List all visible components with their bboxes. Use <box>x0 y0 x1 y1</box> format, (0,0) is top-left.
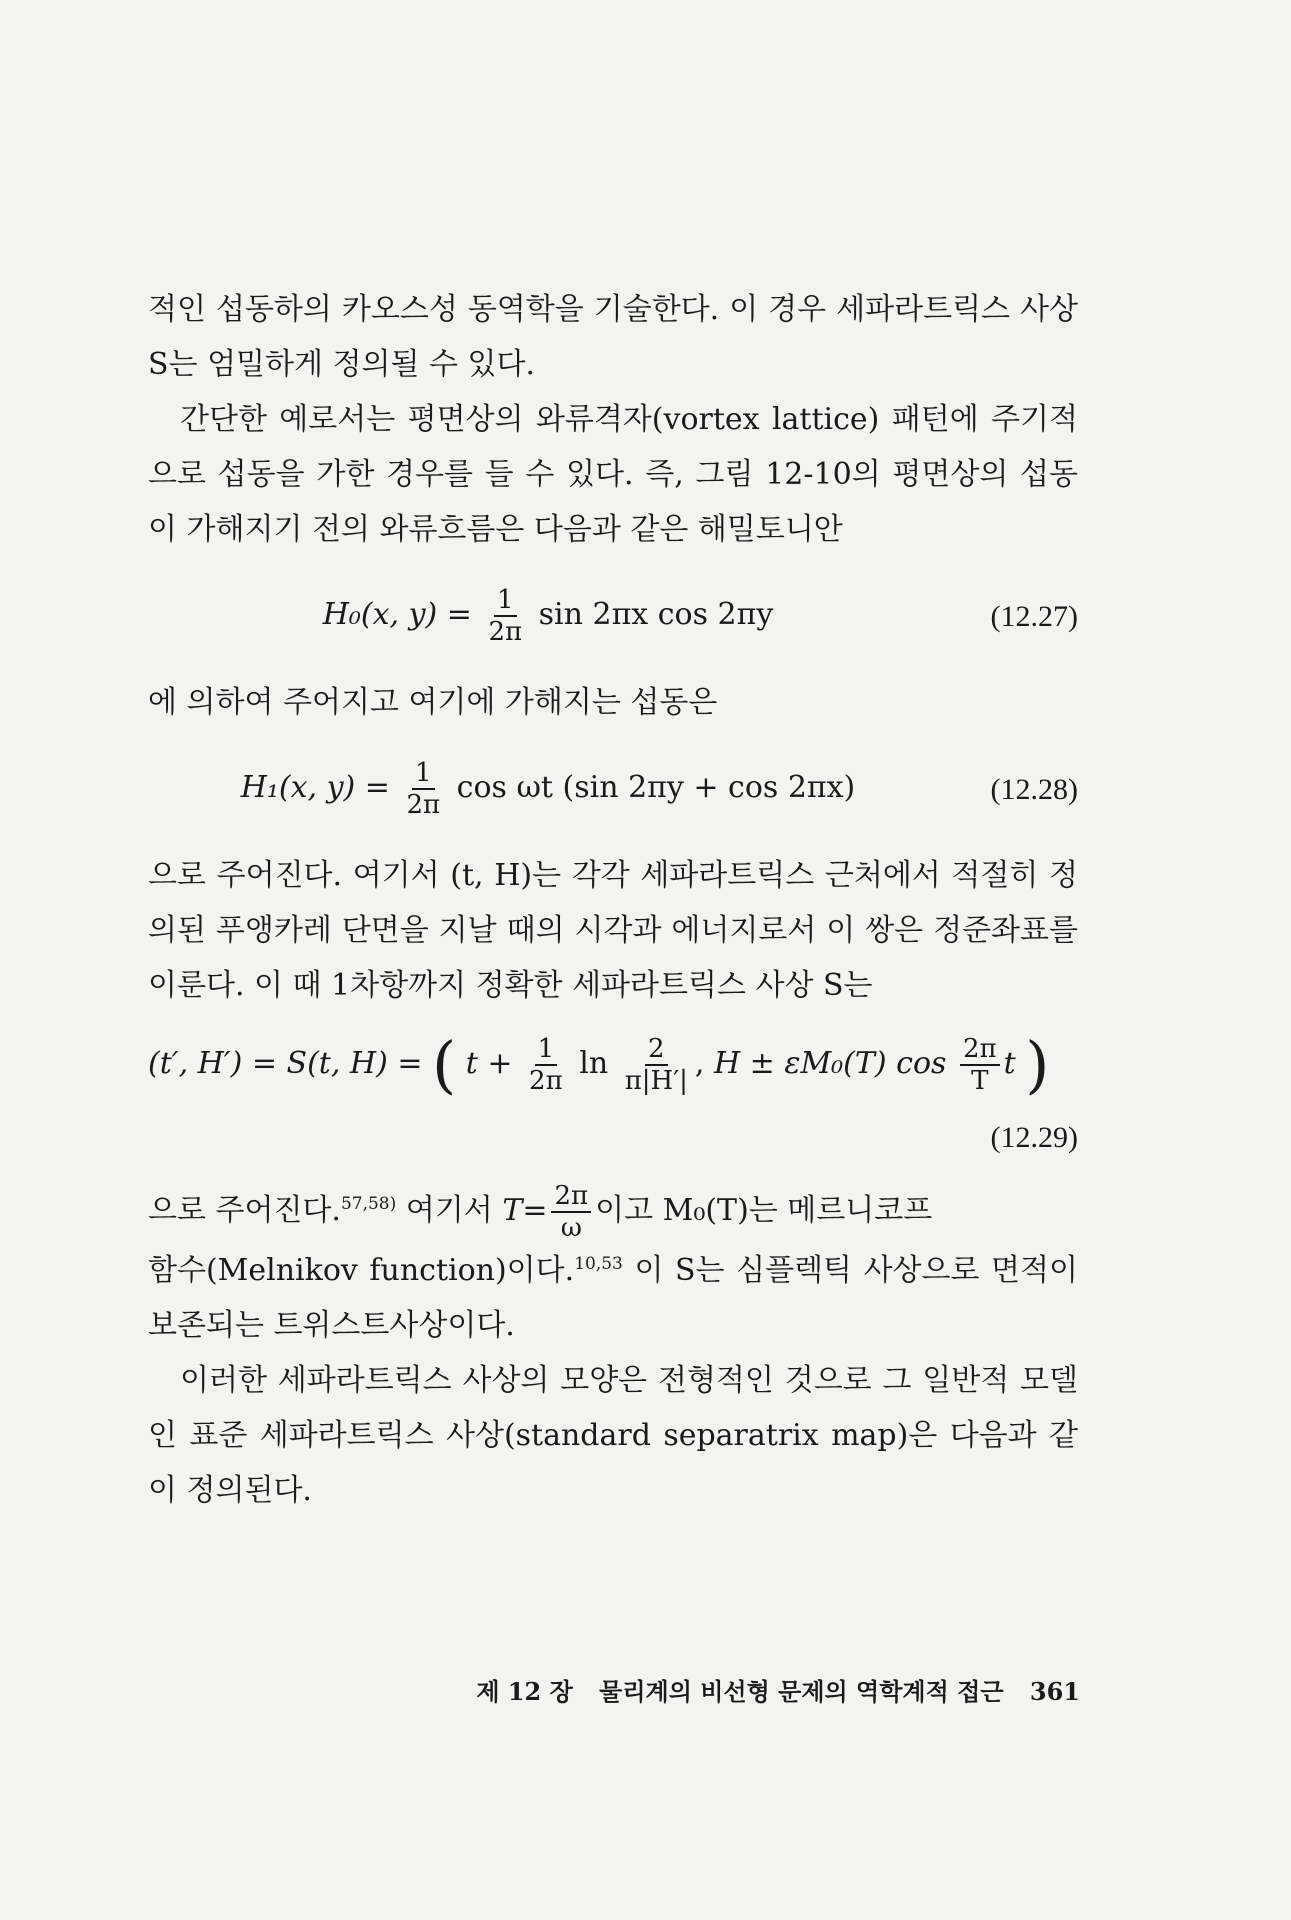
p5-t-eq: T= <box>502 1193 548 1228</box>
equation-number: (12.27) <box>990 599 1078 633</box>
eq1-frac-bottom: 2π <box>488 617 523 647</box>
p5-mid: 이고 M₀(T)는 메르니코프 <box>595 1193 933 1228</box>
p5-main: 으로 주어진다. <box>148 1193 341 1228</box>
eq2-rhs: cos ωt (sin 2πy + cos 2πx) <box>456 770 856 805</box>
p5-frac-top: 2π <box>551 1181 591 1213</box>
eq1-lhs: H₀(x, y) = <box>322 597 472 632</box>
equation-body <box>148 585 948 647</box>
eq3-fraction-3 <box>960 1034 1000 1096</box>
eq3-tail: t <box>1003 1046 1016 1081</box>
paragraph-7: 이러한 세파라트릭스 사상의 모양은 전형적인 것으로 그 일반적 모델인 표준 세파라트릭스 사상(standard separatrix map)은 다음과 같이 정의된다. <box>148 1363 1078 1508</box>
eq3-close-paren: ) <box>1025 1028 1050 1101</box>
equation-body <box>148 1028 1078 1101</box>
eq3-fraction-2 <box>622 1034 691 1096</box>
p5-fraction <box>551 1181 591 1243</box>
eq3-f1-bottom: 2π <box>529 1066 563 1096</box>
p6-main: 함수(Melnikov function)이다. <box>148 1253 575 1288</box>
eq1-fraction <box>485 585 525 647</box>
paragraph-1: 적인 섭동하의 카오스성 동역학을 기술한다. 이 경우 세파라트릭스 사상 S는 엄밀하게 정의될 수 있다. <box>148 292 1078 382</box>
eq2-fraction <box>403 758 443 820</box>
page-number: 361 <box>1029 1677 1080 1706</box>
equation-number: (12.29) <box>990 1121 1078 1154</box>
eq3-f3-bottom: T <box>971 1066 989 1096</box>
equation-12-28 <box>148 734 1078 844</box>
paragraph-5 <box>148 1181 1078 1243</box>
eq3-t-plus: t + <box>465 1046 513 1081</box>
page-footer <box>400 1672 1080 1707</box>
eq3-open-paren: ( <box>432 1028 457 1101</box>
equation-number: (12.28) <box>990 772 1078 806</box>
eq3-ln: ln <box>579 1046 609 1081</box>
equation-12-27 <box>148 561 1078 671</box>
equation-12-29 <box>148 1017 1078 1113</box>
paragraph-6 <box>148 1243 1078 1353</box>
eq3-f2-top: 2 <box>645 1034 668 1066</box>
equation-body <box>148 758 948 820</box>
eq3-f1-top: 1 <box>535 1034 558 1066</box>
citation-ref: 10,53 <box>574 1254 623 1274</box>
paragraph-3: 에 의하여 주어지고 여기에 가해지는 섭동은 <box>148 685 718 720</box>
p6-rest: 이 S는 심플렉틱 사상으로 면적이 보존되는 트위스트사상이다. <box>148 1253 1078 1343</box>
eq2-frac-top: 1 <box>412 758 435 790</box>
p5-where: 여기서 <box>405 1193 493 1228</box>
eq1-frac-top: 1 <box>494 585 517 617</box>
footer-title: 물리계의 비선형 문제의 역학계적 접근 <box>599 1677 1004 1706</box>
eq3-f2-bottom: π|H′| <box>624 1066 688 1096</box>
paragraph-4: 으로 주어진다. 여기서 (t, H)는 각각 세파라트릭스 근처에서 적절히 정의된 푸앵카레 단면을 지날 때의 시각과 에너지로서 이 쌍은 정준좌표를 이룬다. 이 때 1차항까지 정확한 세파라트릭스 사상 S는 <box>148 858 1078 1003</box>
eq3-fraction-1 <box>526 1034 566 1096</box>
p5-frac-bottom: ω <box>560 1213 582 1243</box>
body-text <box>148 282 1078 1518</box>
eq2-frac-bottom: 2π <box>406 790 441 820</box>
footer-chapter: 제 12 장 <box>476 1677 573 1706</box>
eq3-f3-top: 2π <box>960 1034 1000 1066</box>
citation-ref: 57,58) <box>340 1194 397 1214</box>
eq3-comma: , <box>694 1046 705 1081</box>
eq1-rhs: sin 2πx cos 2πy <box>538 597 774 632</box>
eq2-lhs: H₁(x, y) = <box>240 770 390 805</box>
eq3-lhs: (t′, H′) = S(t, H) = <box>148 1046 423 1081</box>
paragraph-2: 간단한 예로서는 평면상의 와류격자(vortex lattice) 패턴에 주기적으로 섭동을 가한 경우를 들 수 있다. 즉, 그림 12-10의 평면상의 섭동이 가해지기 전의 와류흐름은 다음과 같은 해밀토니안 <box>148 402 1078 547</box>
eq3-middle: H ± εM₀(T) cos <box>713 1046 947 1081</box>
